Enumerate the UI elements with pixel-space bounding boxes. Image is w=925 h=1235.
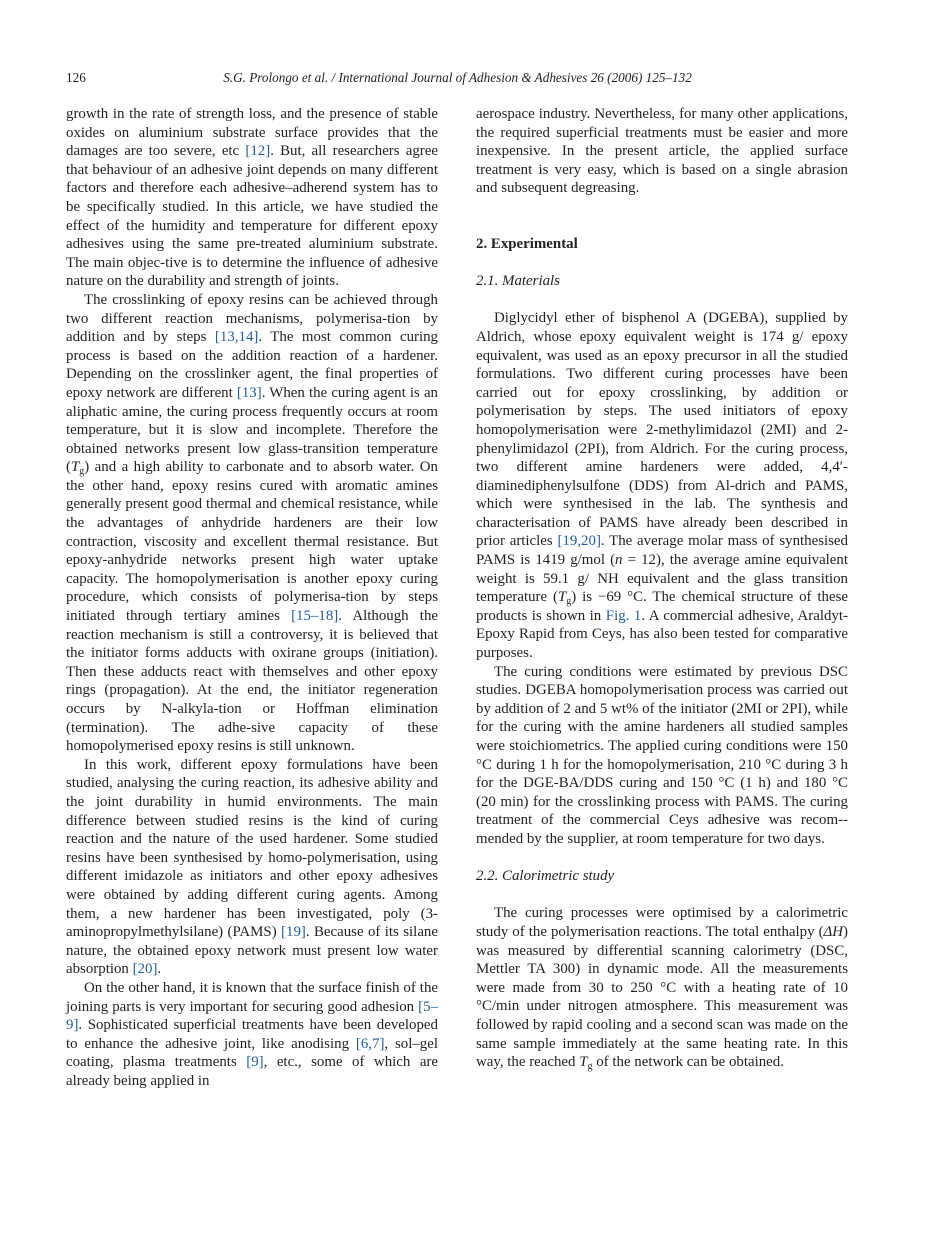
tg-subscript: g xyxy=(566,596,572,608)
n-symbol: n xyxy=(615,552,623,569)
text-run: . The average molar mass of synthesised PAMS is 1419 g/mol ( xyxy=(476,533,848,569)
paragraph xyxy=(476,904,848,1071)
text-run: . When the curing agent is an aliphatic amine, the curing process frequently occurs at room temperature, but it is slow and incomplete. Therefore the obtained networks present low glass-transition temperature ( xyxy=(66,384,439,476)
spacer xyxy=(476,886,848,905)
text-run: ) is −69 °C. The chemical structure of these products is shown in xyxy=(476,589,848,624)
delta-h-symbol: ΔH xyxy=(823,923,844,940)
text-run: . Sophisticated superficial treatments have been developed to enhance the adhesive joint, like anodising xyxy=(66,1017,438,1052)
citation-link[interactable]: [13] xyxy=(236,384,262,401)
paragraph: aerospace industry. Nevertheless, for many other applications, the required superficial treatments must be easier and more inexpensive. In the present article, the applied surface treatment is very easy, which is based on a single abrasion and subsequent degreasing. xyxy=(476,106,848,197)
subsection-heading: 2.1. Materials xyxy=(476,273,560,290)
tg-subscript: g xyxy=(79,466,85,478)
text-run: ) and a high ability to carbonate and to absorb water. On the other hand, epoxy resins cured with aromatic amines generally present good thermal and chemical resistance, while the advantages of anhydride hardeners are their low contraction, viscosity and excellent thermal resistance. But epoxy-anhydride networks present high water uptake capacity. The homopolymerisation is another epoxy curing procedure, which consists of polymerisa-tion by steps initiated through tertiary amines xyxy=(66,459,438,625)
paragraph xyxy=(476,309,848,662)
spacer xyxy=(476,254,848,273)
paragraph xyxy=(66,291,438,756)
spacer xyxy=(476,198,848,235)
text-run: growth in the rate of strength loss, and the presence of stable oxides on aluminium substrate surface provides that the damages are too severe, etc xyxy=(66,106,438,160)
left-column xyxy=(66,105,438,1090)
tg-symbol: T xyxy=(557,589,567,606)
text-run: . Although the reaction mechanism is still a controversy, it is believed that the initiator forms adducts with oxirane groups (initiation). Then these adducts react with themselves and other epoxy rings (propagation). At the end, the initiator regeneration occurs by N-alkyla-tion or Hoffman elimination (termination). The adhe-sive capacity of these homopolymerised epoxy resins is still unknown. xyxy=(66,608,438,755)
text-run: In this work, different epoxy formulations have been studied, analysing the curing reaction, its adhesive ability and the joint durability in humid environments. The main difference between studied resins is the kind of curing reaction and the nature of the used hardener. Some studied resins have been synthesised by homo-polymerisation, using different imidazole as initiators and other epoxy adhesives were obtained by adding different curing agents. Among them, a new hardener has been investigated, poly (3-aminopropylmethylsilane) (PAMS) xyxy=(66,756,438,941)
text-run: On the other hand, it is known that the surface finish of the joining parts is very important for securing good adhesion xyxy=(66,979,438,1015)
paragraph xyxy=(66,979,438,1091)
running-header xyxy=(66,70,849,92)
right-column xyxy=(476,105,848,1072)
text-run: . But, all researchers agree that behaviour of an adhesive joint depends on many different factors and therefore each adhesive–adherend system has to be specifically studied. In this article, we have studied the effect of the humidity and temperature for different epoxy adhesives using the same pre-treated aluminium substrate. The main objec-tive is to determine the influence of adhesive nature on the durability and strength of joints. xyxy=(66,143,438,290)
paragraph xyxy=(66,105,438,291)
citation-link[interactable]: [9] xyxy=(246,1054,264,1071)
text-run: Diglycidyl ether of bisphenol A (DGEBA), supplied by Aldrich, whose epoxy equivalent weight is 174 g/ epoxy equivalent, was used as an epoxy precursor in all the studied formulations. Two different curing processes have been carried out for epoxy crosslinking, by addition or polymerisation by steps. The used initiators of epoxy homopolymerisation were 2-methylimidazol (2MI) and 2-phenylimidazol (2PI), from Aldrich. For the curing process, two different amine hardeners were added, 4,4′-diaminediphenylsulfone (DDS) from Al-drich and PAMS, which were synthesised in the lab. The synthesis and characterisation of PAMS have already been described in prior articles xyxy=(476,310,848,550)
text-run: The curing processes were optimised by a calorimetric study of the polymerisation reactions. The total enthalpy ( xyxy=(476,905,848,940)
text-run: of the network can be obtained. xyxy=(592,1054,784,1071)
text-run: The crosslinking of epoxy resins can be achieved through two different reaction mechanisms, polymerisa-tion by addition and by steps xyxy=(66,291,438,346)
spacer xyxy=(476,849,848,868)
citation-link[interactable]: [19,20] xyxy=(557,533,601,550)
paragraph xyxy=(66,756,438,979)
citation-link[interactable]: [19] xyxy=(281,924,306,941)
running-head: S.G. Prolongo et al. / International Journal of Adhesion & Adhesives 26 (2006) 125–132 xyxy=(223,70,692,85)
text-run: , etc., some of which are already being applied in xyxy=(66,1054,438,1089)
section-heading: 2. Experimental xyxy=(476,235,578,252)
text-run: . A commercial adhesive, Araldyt-Epoxy Rapid from Ceys, has also been tested for comparative purposes. xyxy=(476,607,848,662)
figure-link[interactable]: Fig. 1 xyxy=(605,607,642,624)
text-run: , sol–gel coating, plasma treatments xyxy=(66,1035,438,1071)
text-run: = 12), the average amine equivalent weight is 59.1 g/ NH equivalent and the glass transition temperature ( xyxy=(476,552,849,606)
tg-symbol: T xyxy=(579,1054,588,1071)
citation-link[interactable]: [6,7] xyxy=(355,1035,385,1052)
text-run: . The most common curing process is based on the addition reaction of a hardener. Depending on the crosslinker agent, the final properties of epoxy network are different xyxy=(66,329,438,401)
citation-link[interactable]: [12] xyxy=(245,143,271,160)
citation-link[interactable]: [5–9] xyxy=(66,998,438,1034)
tg-subscript: g xyxy=(587,1061,593,1073)
tg-symbol: T xyxy=(70,459,80,476)
subsection-heading: 2.2. Calorimetric study xyxy=(476,868,615,885)
spacer xyxy=(476,291,848,310)
text-run: ) was measured by differential scanning calorimetry (DSC, Mettler TA 300) in dynamic mode. All the measurements were made from 30 to 250 °C with a heating rate of 10 °C/min under nitrogen atmosphere. This measurement was followed by rapid cooling and a second scan was made on the same sample immediately at the same heating rate. In this way, the reached xyxy=(476,923,848,1071)
paragraph: The curing conditions were estimated by previous DSC studies. DGEBA homopolymerisation process was carried out by addition of 2 and 5 wt% of the initiator (2MI or 2PI), while for the curing with the amine hardeners all studied samples were stoichiometrics. The applied curing conditions were 150 °C during 1 h for the homopolymerisation, 210 °C during 3 h for the DGE-BA/DDS curing and 150 °C (1 h) and 180 °C (20 min) for the crosslinking process with PAMS. The curing treatment of the commercial Ceys adhesive was recom-mended by the supplier, at room temperature for two days. xyxy=(476,663,848,847)
text-run: . xyxy=(157,961,162,978)
citation-link[interactable]: [20] xyxy=(132,961,158,978)
page-number: 126 xyxy=(66,70,86,85)
citation-link[interactable]: [13,14] xyxy=(214,329,259,346)
citation-link[interactable]: [15–18] xyxy=(291,608,339,625)
text-run: . Because of its silane nature, the obtained epoxy network must present low water absorption xyxy=(66,924,438,978)
